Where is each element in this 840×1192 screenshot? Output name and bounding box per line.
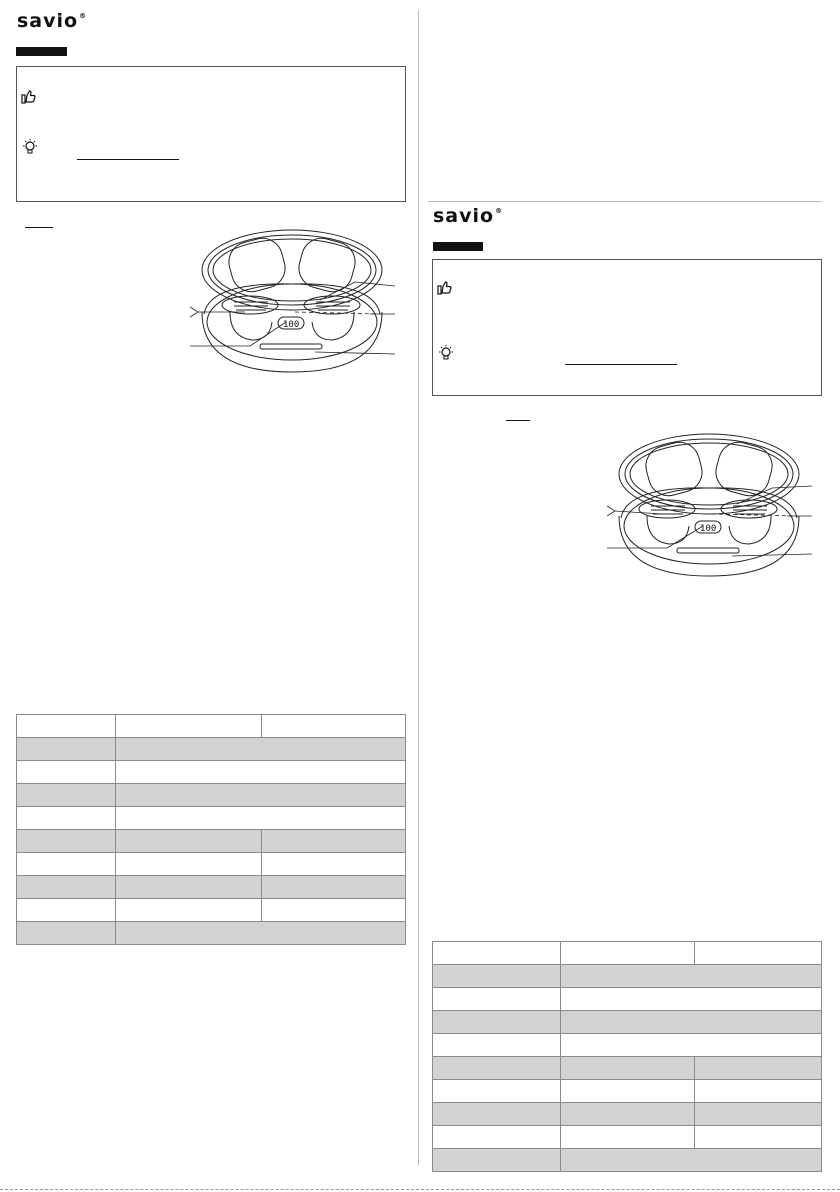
table-cell-value (561, 1103, 695, 1126)
table-cell-value (116, 830, 262, 853)
table-row (433, 965, 822, 988)
table-cell-label (433, 988, 561, 1011)
table-cell-value (116, 876, 262, 899)
table-cell-value (561, 1126, 695, 1149)
table-cell-label (17, 738, 116, 761)
trademark-mark: ® (79, 12, 88, 20)
table-cell-label (433, 1149, 561, 1172)
battery-display-text: 100 (283, 320, 300, 330)
brand-logo-text: savio (17, 10, 79, 32)
brand-logo (17, 10, 87, 32)
table-row (433, 1034, 822, 1057)
table-row (17, 899, 406, 922)
table-cell-value (695, 1057, 822, 1080)
table-row (17, 738, 406, 761)
brand-logo-right (433, 205, 503, 227)
table-cell-value (262, 715, 406, 738)
table-cell-value (561, 965, 822, 988)
table-row (433, 1149, 822, 1172)
table-cell-value (262, 899, 406, 922)
table-cell-value (561, 988, 822, 1011)
spec-table-right-body (433, 942, 822, 1172)
table-cell-label (433, 942, 561, 965)
table-row (433, 1103, 822, 1126)
page-divider (418, 10, 419, 1165)
table-cell-value (561, 1011, 822, 1034)
language-bar-right (433, 242, 483, 251)
language-bar (16, 47, 67, 56)
table-cell-value (695, 1080, 822, 1103)
table-cell-value (561, 1080, 695, 1103)
table-cell-value (262, 876, 406, 899)
battery-display-text-right: 100 (700, 524, 717, 534)
section-heading-underline (25, 227, 53, 228)
table-cell-label (17, 715, 116, 738)
table-cell-value (561, 1149, 822, 1172)
table-cell-value (116, 784, 406, 807)
table-row (17, 922, 406, 945)
table-cell-label (17, 830, 116, 853)
page-cut-line (0, 1189, 840, 1190)
table-cell-value (116, 807, 406, 830)
table-cell-label (17, 807, 116, 830)
table-cell-label (17, 899, 116, 922)
table-row (433, 942, 822, 965)
table-row (17, 853, 406, 876)
trademark-mark-right: ® (495, 207, 504, 215)
table-row (17, 784, 406, 807)
table-cell-value (262, 830, 406, 853)
table-row (17, 830, 406, 853)
underlined-link-line-right (565, 364, 677, 365)
spec-table-left (16, 714, 406, 945)
table-row (17, 807, 406, 830)
table-cell-label (433, 1080, 561, 1103)
case-lid-outline (202, 230, 382, 310)
notice-box-right (432, 259, 822, 396)
thumbs-up-icon (21, 89, 37, 105)
table-row (433, 988, 822, 1011)
table-cell-value (695, 1126, 822, 1149)
spec-table-left-body (17, 715, 406, 945)
thumbs-up-icon (437, 280, 453, 296)
table-cell-label (433, 1103, 561, 1126)
table-cell-label (17, 922, 116, 945)
table-cell-label (433, 1126, 561, 1149)
notice-box (16, 66, 406, 202)
lightbulb-icon (437, 344, 455, 362)
earbuds-case-figure (190, 222, 405, 377)
table-cell-value (116, 899, 262, 922)
table-row (17, 761, 406, 784)
table-cell-value (262, 853, 406, 876)
lightbulb-icon (21, 138, 39, 156)
table-row (17, 715, 406, 738)
table-cell-value (695, 1103, 822, 1126)
table-cell-label (17, 853, 116, 876)
underlined-link-line (77, 159, 179, 160)
table-cell-value (695, 942, 822, 965)
table-cell-value (116, 738, 406, 761)
table-cell-value (561, 942, 695, 965)
table-cell-label (433, 1057, 561, 1080)
table-cell-label (17, 784, 116, 807)
table-cell-label (433, 965, 561, 988)
earbuds-case-figure-right (607, 426, 822, 581)
table-cell-value (116, 853, 262, 876)
table-cell-value (116, 715, 262, 738)
table-row (433, 1126, 822, 1149)
table-row (433, 1011, 822, 1034)
table-cell-label (433, 1011, 561, 1034)
section-divider (428, 201, 822, 202)
brand-logo-text-right: savio (433, 205, 495, 227)
spec-table-right (432, 941, 822, 1172)
table-cell-value (561, 1057, 695, 1080)
table-row (433, 1080, 822, 1103)
table-cell-value (116, 922, 406, 945)
section-heading-underline-right (506, 420, 530, 421)
table-cell-value (116, 761, 406, 784)
table-row (17, 876, 406, 899)
table-cell-label (17, 876, 116, 899)
table-cell-label (433, 1034, 561, 1057)
table-cell-value (561, 1034, 822, 1057)
table-row (433, 1057, 822, 1080)
table-cell-label (17, 761, 116, 784)
